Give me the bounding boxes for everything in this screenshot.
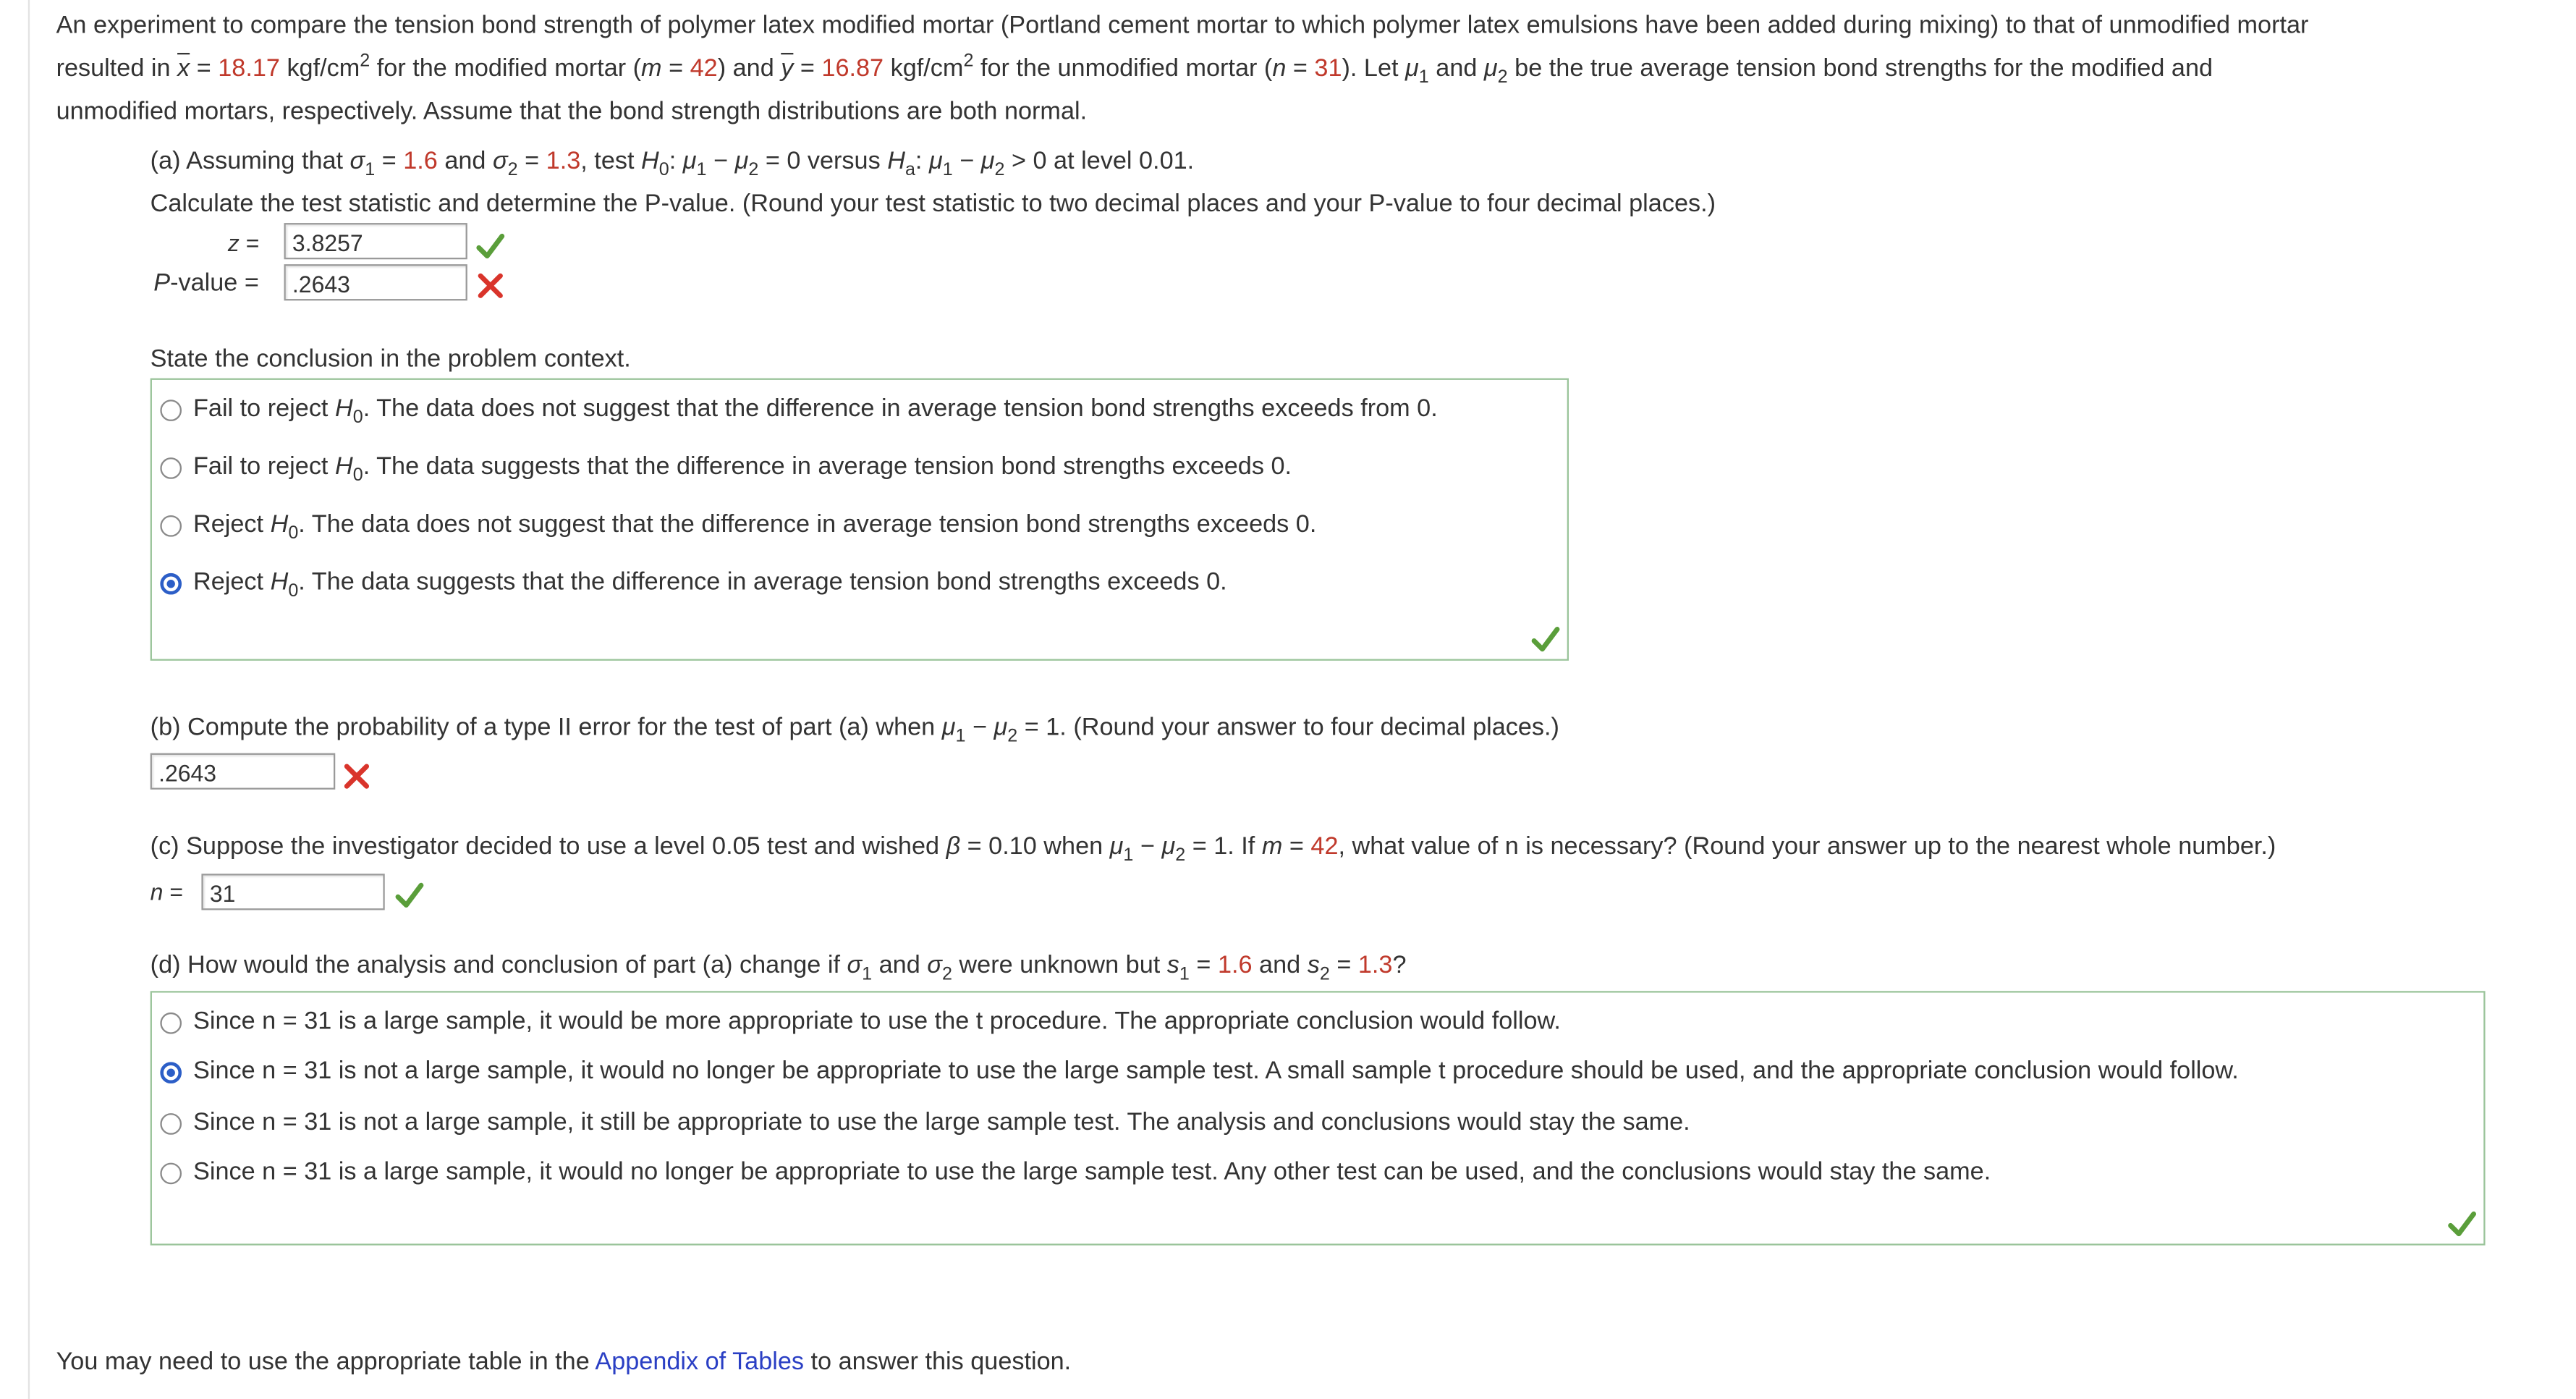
option-d-4[interactable]: Since n = 31 is a large sample, it would no longer be appropriate to use the large sample test. Any other test can be used, and the conclusions would stay the same. <box>193 1157 1991 1186</box>
cross-icon <box>342 761 371 791</box>
radio-a-3[interactable] <box>160 515 182 537</box>
check-icon <box>2447 1209 2477 1238</box>
option-a-3[interactable]: Reject $H_0$. The data does not suggest that the difference in average tension bond strengths exceeds 0. <box>193 510 1317 544</box>
p-value-label: P-value = <box>153 269 259 297</box>
part-b-input[interactable]: .2643 <box>151 753 336 790</box>
intro-line-3: unmodified mortars, respectively. Assume that the bond strength distributions are both normal. <box>56 97 1088 126</box>
part-a-instruction: Calculate the test statistic and determine the P-value. (Round your test statistic to two decimal places and your P-value to four decimal places.) <box>150 190 1716 219</box>
p-value-input[interactable]: .2643 <box>284 264 467 300</box>
option-d-2[interactable]: Since n = 31 is not a large sample, it would no longer be appropriate to use the large sample test. A small sample t procedure should be used, and the appropriate conclusion would follow. <box>193 1057 2239 1086</box>
radio-a-1[interactable] <box>160 400 182 421</box>
cross-icon <box>475 271 505 300</box>
radio-d-3[interactable] <box>160 1113 182 1135</box>
check-icon <box>475 231 505 261</box>
radio-d-1[interactable] <box>160 1013 182 1034</box>
intro-line-1: An experiment to compare the tension bond strength of polymer latex modified mortar (Portland cement mortar to which polymer latex emulsions have been added during mixing) to that of unmodified mortar <box>56 11 2309 40</box>
option-a-1[interactable]: Fail to reject $H_0$. The data does not suggest that the difference in average tension bond strengths exceeds from 0. <box>193 394 1438 428</box>
left-rule <box>28 0 30 1399</box>
option-d-3[interactable]: Since n = 31 is not a large sample, it still be appropriate to use the large sample test. The analysis and conclusions would stay the same. <box>193 1108 1690 1137</box>
radio-d-2-selected[interactable] <box>160 1062 182 1083</box>
n-label: n = <box>150 879 184 905</box>
check-icon <box>394 880 424 910</box>
part-b-question: (b) Compute the probability of a type II error for the test of part (a) when $\mu_1 - \mu_2 = 1$. (Round your answer to four decimal places.) <box>150 713 1559 747</box>
conclusion-prompt: State the conclusion in the problem context. <box>150 345 631 373</box>
z-label: z = <box>227 229 260 256</box>
part-c-question: (c) Suppose the investigator decided to use a level 0.05 test and wished β = 0.10 when $\mu_1 - \mu_2 = 1$. If m = 42, what value of n is necessary? (Round your answer up to the nearest whole number.) <box>150 832 2276 866</box>
appendix-link[interactable]: Appendix of Tables <box>595 1348 805 1376</box>
option-a-2[interactable]: Fail to reject $H_0$. The data suggests that the difference in average tension bond strengths exceeds 0. <box>193 452 1292 486</box>
part-c-input[interactable]: 31 <box>201 874 384 910</box>
intro-line-2: resulted in $\overline{x} = 18.17$ kgf/$cm^2$ for the modified mortar (m = 42) and $\overline{y} = 16.87$ kgf/$cm^2$ for the unmodified mortar (n = 31). Let $\mu_1$ and $\mu_2$ be the true average tension bond strengths for the modified and <box>56 51 2213 88</box>
radio-d-4[interactable] <box>160 1163 182 1185</box>
part-d-question: (d) How would the analysis and conclusion of part (a) change if $\sigma_1$ and $\sigma_2$ were unknown but $s_1 = 1.6$ and $s_2 = 1.3$? <box>150 951 1407 985</box>
z-input[interactable]: 3.8257 <box>284 223 467 259</box>
option-d-1[interactable]: Since n = 31 is a large sample, it would be more appropriate to use the t procedure. The appropriate conclusion would follow. <box>193 1007 1561 1036</box>
option-a-4[interactable]: Reject $H_0$. The data suggests that the difference in average tension bond strengths exceeds 0. <box>193 568 1227 601</box>
radio-a-4-selected[interactable] <box>160 573 182 595</box>
part-a-options-box <box>151 379 1569 661</box>
footer-note: You may need to use the appropriate table in the Appendix of Tables to answer this question. <box>56 1348 1072 1376</box>
part-d-options-box <box>151 991 2486 1245</box>
part-a-question: (a) Assuming that $\sigma_1 = 1.6$ and $\sigma_2 = 1.3$, test $H_0$: $\mu_1 - \mu_2 = 0$ versus $H_a$: $\mu_1 - \mu_2 > 0$ at level 0.01. <box>150 147 1195 180</box>
radio-a-2[interactable] <box>160 457 182 479</box>
check-icon <box>1531 625 1561 654</box>
